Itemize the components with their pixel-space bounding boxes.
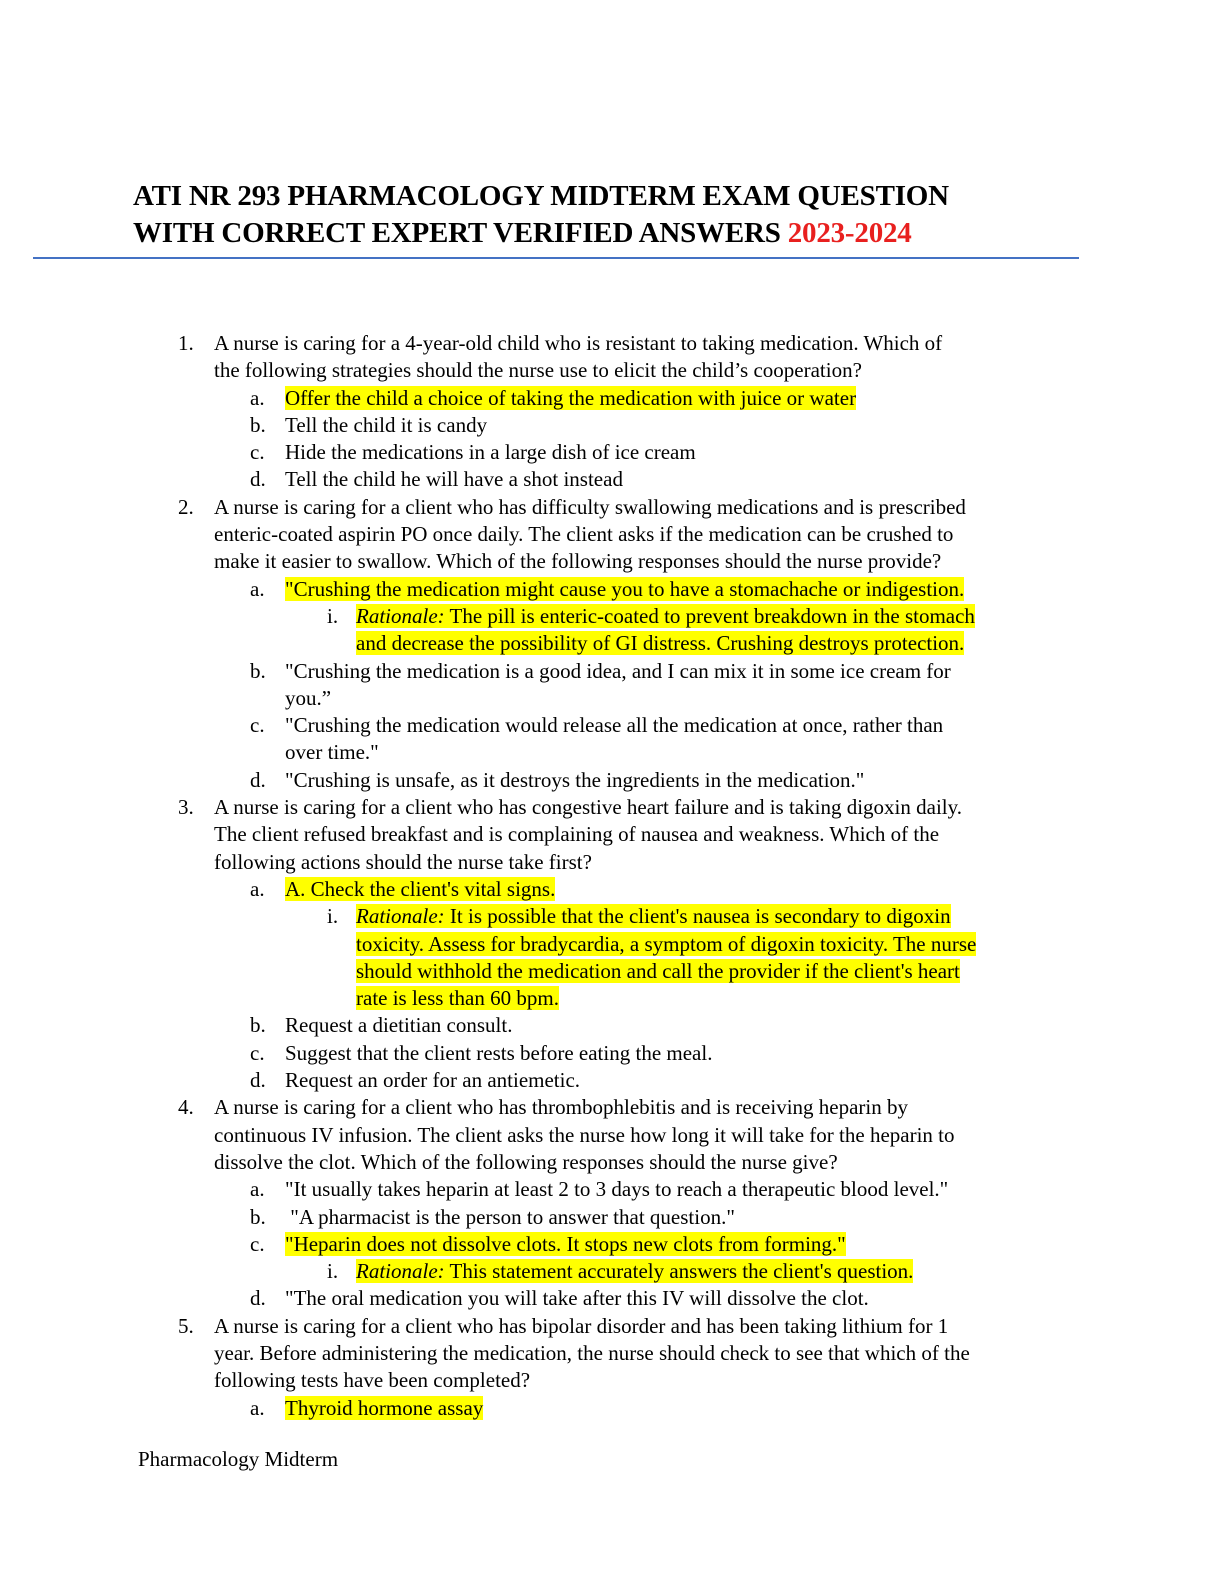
option-text: "Crushing the medication would release all the medication at once, rather than bbox=[285, 713, 944, 738]
option-text: you.” bbox=[285, 685, 332, 710]
option-text: Request a dietitian consult. bbox=[285, 1013, 513, 1038]
answer-option-correct bbox=[0, 1395, 976, 1422]
option-text: Thyroid hormone assay bbox=[285, 1395, 484, 1420]
option-text: "Crushing the medication might cause you to have a stomachache or indigestion. bbox=[285, 576, 965, 601]
option-label: d. bbox=[250, 1286, 266, 1311]
option-label: a. bbox=[250, 576, 265, 601]
option-label: a. bbox=[250, 1177, 265, 1202]
answer-options bbox=[0, 385, 976, 494]
question-stem-line: 5. A nurse is caring for a client who has bipolar disorder and has been taking lithium for 1 bbox=[0, 1313, 976, 1340]
question-number: 2. bbox=[178, 494, 194, 519]
document-title bbox=[133, 178, 1093, 252]
option-label: a. bbox=[250, 1395, 265, 1420]
rationale-label: Rationale: bbox=[356, 1259, 445, 1284]
question-2 bbox=[0, 494, 976, 794]
answer-options bbox=[0, 876, 976, 1094]
rationale bbox=[0, 1258, 976, 1285]
answer-option bbox=[0, 1176, 976, 1203]
option-text: "The oral medication you will take after this IV will dissolve the clot. bbox=[285, 1286, 869, 1311]
option-text: Hide the medications in a large dish of ice cream bbox=[285, 440, 696, 465]
title-divider bbox=[33, 257, 1079, 259]
option-label: c. bbox=[250, 1231, 265, 1256]
question-stem-line: 4. A nurse is caring for a client who has thrombophlebitis and is receiving heparin by bbox=[0, 1094, 976, 1121]
question-stem-line: make it easier to swallow. Which of the following responses should the nurse provide? bbox=[214, 549, 942, 574]
answer-option-correct bbox=[0, 1231, 976, 1258]
answer-option bbox=[0, 712, 976, 767]
rationale-text: and decrease the possibility of GI distress. Crushing destroys protection. bbox=[356, 631, 965, 656]
rationale-text: should withhold the medication and call the provider if the client's heart bbox=[356, 958, 960, 983]
option-text: Offer the child a choice of taking the medication with juice or water bbox=[285, 385, 857, 410]
answer-option bbox=[0, 466, 976, 493]
option-text: Tell the child he will have a shot instead bbox=[285, 467, 623, 492]
option-label: d. bbox=[250, 767, 266, 792]
question-stem-line: the following strategies should the nurse use to elicit the child’s cooperation? bbox=[214, 358, 862, 383]
question-stem-line: 2. A nurse is caring for a client who has difficulty swallowing medications and is prescribed bbox=[0, 494, 976, 521]
question-number: 5. bbox=[178, 1313, 194, 1338]
option-label: c. bbox=[250, 1040, 265, 1065]
answer-option bbox=[0, 1204, 976, 1231]
question-4 bbox=[0, 1094, 976, 1312]
answer-option bbox=[0, 1067, 976, 1094]
option-label: c. bbox=[250, 713, 265, 738]
question-stem-line: following actions should the nurse take first? bbox=[214, 849, 592, 874]
rationale bbox=[0, 903, 976, 1012]
rationale-text: rate is less than 60 bpm. bbox=[356, 986, 559, 1011]
answer-option-correct bbox=[0, 876, 976, 903]
rationale-text: The pill is enteric-coated to prevent breakdown in the stomach bbox=[444, 603, 975, 628]
question-stem-line: dissolve the clot. Which of the following responses should the nurse give? bbox=[214, 1149, 838, 1174]
question-number: 1. bbox=[178, 331, 194, 355]
rationale-text: toxicity. Assess for bradycardia, a symptom of digoxin toxicity. The nurse bbox=[356, 931, 977, 956]
option-text: "Heparin does not dissolve clots. It stops new clots from forming." bbox=[285, 1231, 846, 1256]
title-line-1: ATI NR 293 PHARMACOLOGY MIDTERM EXAM QUESTION bbox=[133, 180, 949, 212]
option-text: Suggest that the client rests before eating the meal. bbox=[285, 1040, 713, 1065]
answer-option bbox=[0, 1012, 976, 1039]
option-label: b. bbox=[250, 1013, 266, 1038]
option-text: A. Check the client's vital signs. bbox=[285, 876, 556, 901]
question-stem-line: following tests have been completed? bbox=[214, 1368, 531, 1393]
question-list bbox=[0, 330, 976, 1422]
option-label: d. bbox=[250, 1068, 266, 1093]
answer-option bbox=[0, 658, 976, 713]
answer-options bbox=[0, 576, 976, 794]
option-text: "Crushing the medication is a good idea, and I can mix it in some ice cream for bbox=[285, 658, 951, 683]
question-number: 4. bbox=[178, 1095, 194, 1120]
answer-option-correct bbox=[0, 385, 976, 412]
rationale-label: Rationale: bbox=[356, 603, 445, 628]
question-stem-line: The client refused breakfast and is complaining of nausea and weakness. Which of the bbox=[214, 822, 940, 847]
option-label: c. bbox=[250, 440, 265, 465]
question-stem-line: 3. A nurse is caring for a client who has congestive heart failure and is taking digoxin daily. bbox=[0, 794, 976, 821]
answer-option bbox=[0, 1285, 976, 1312]
option-text: Request an order for an antiemetic. bbox=[285, 1068, 581, 1093]
question-stem-line: 1. A nurse is caring for a 4-year-old child who is resistant to taking medication. Which of bbox=[0, 330, 976, 357]
option-label: b. bbox=[250, 658, 266, 683]
question-stem-line: continuous IV infusion. The client asks the nurse how long it will take for the heparin to bbox=[214, 1122, 955, 1147]
option-label: a. bbox=[250, 876, 265, 901]
option-text: over time." bbox=[285, 740, 379, 765]
answer-option-correct bbox=[0, 576, 976, 603]
option-label: b. bbox=[250, 1204, 266, 1229]
rationale bbox=[0, 603, 976, 658]
rationale-text: It is possible that the client's nausea is secondary to digoxin bbox=[444, 904, 951, 929]
question-1 bbox=[0, 330, 976, 494]
rationale-label: Rationale: bbox=[356, 904, 445, 929]
answer-option bbox=[0, 767, 976, 794]
rationale-text: This statement accurately answers the client's question. bbox=[444, 1259, 914, 1284]
answer-options bbox=[0, 1176, 976, 1312]
option-label: a. bbox=[250, 385, 265, 410]
option-text: "It usually takes heparin at least 2 to 3 days to reach a therapeutic blood level." bbox=[285, 1177, 949, 1202]
question-5 bbox=[0, 1313, 976, 1422]
question-stem-line: enteric-coated aspirin PO once daily. The client asks if the medication can be crushed to bbox=[214, 522, 954, 547]
rationale-label-number: i. bbox=[327, 603, 339, 628]
rationale-label-number: i. bbox=[327, 1259, 339, 1284]
question-stem-line: year. Before administering the medication, the nurse should check to see that which of the bbox=[214, 1340, 970, 1365]
answer-option bbox=[0, 1040, 976, 1067]
title-year: 2023-2024 bbox=[787, 217, 912, 249]
answer-option bbox=[0, 439, 976, 466]
question-3 bbox=[0, 794, 976, 1094]
option-label: d. bbox=[250, 467, 266, 492]
option-text: "A pharmacist is the person to answer that question." bbox=[285, 1204, 735, 1229]
rationale-label-number: i. bbox=[327, 904, 339, 929]
option-text: "Crushing is unsafe, as it destroys the ingredients in the medication." bbox=[285, 767, 865, 792]
option-label: b. bbox=[250, 412, 266, 437]
answer-option bbox=[0, 412, 976, 439]
option-text: Tell the child it is candy bbox=[285, 412, 488, 437]
title-line-2: WITH CORRECT EXPERT VERIFIED ANSWERS bbox=[133, 217, 781, 249]
answer-options bbox=[0, 1395, 976, 1422]
page-footer: Pharmacology Midterm bbox=[138, 1447, 339, 1471]
question-number: 3. bbox=[178, 795, 194, 820]
